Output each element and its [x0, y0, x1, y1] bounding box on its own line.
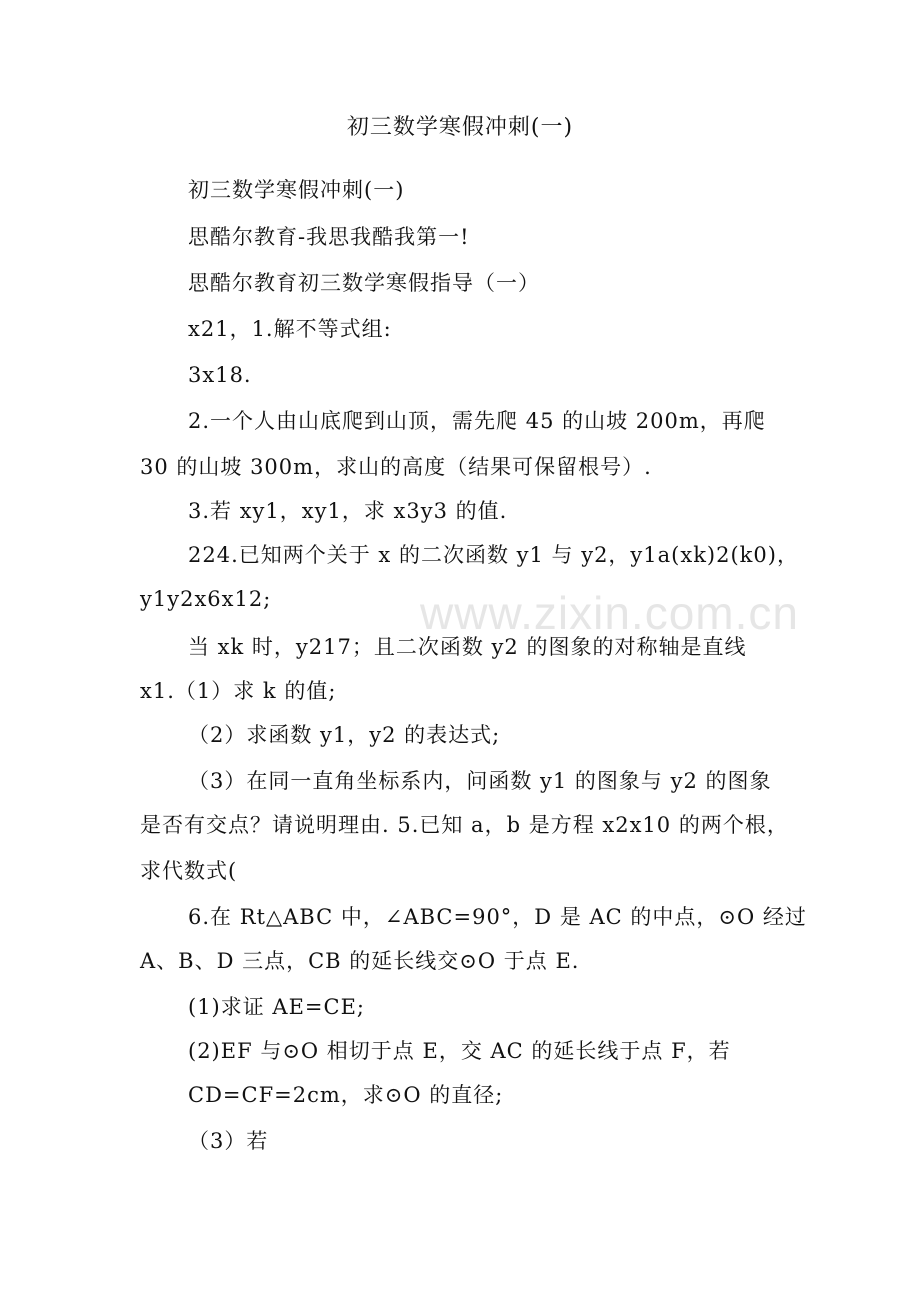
paragraph-line: （3）若 — [188, 1129, 269, 1153]
page-title: 初三数学寒假冲刺(一) — [346, 115, 574, 140]
paragraph-line: （2）求函数 y1，y2 的表达式; — [188, 723, 501, 747]
paragraph-line: 30 的山坡 300m，求山的高度（结果可保留根号）. — [140, 455, 652, 479]
paragraph-line: (2)EF 与⊙O 相切于点 E，交 AC 的延长线于点 F，若 — [188, 1039, 731, 1063]
watermark: www.zixin.com.cn — [420, 587, 799, 639]
paragraph-line: 当 xk 时，y217；且二次函数 y2 的图象的对称轴是直线 — [188, 635, 747, 659]
paragraph-line: x1.（1）求 k 的值; — [140, 679, 337, 703]
paragraph-line: 224.已知两个关于 x 的二次函数 y1 与 y2，y1a(xk)2(k0)， — [188, 543, 799, 567]
paragraph-line: y1y2x6x12; — [140, 587, 272, 611]
paragraph-line: 2.一个人由山底爬到山顶，需先爬 45 的山坡 200m，再爬 — [188, 409, 766, 433]
paragraph-line: （3）在同一直角坐标系内，问函数 y1 的图象与 y2 的图象 — [188, 769, 772, 793]
paragraph-line: 求代数式( — [140, 859, 238, 883]
paragraph-line: (1)求证 AE=CE; — [188, 995, 365, 1019]
paragraph-line: 初三数学寒假冲刺(一) — [188, 178, 405, 202]
paragraph-line: CD=CF=2cm，求⊙O 的直径; — [188, 1083, 504, 1107]
paragraph-line: 6.在 Rt△ABC 中，∠ABC=90°，D 是 AC 的中点，⊙O 经过 — [188, 905, 807, 929]
paragraph-line: 3x18. — [188, 363, 252, 387]
paragraph-line: x21，1.解不等式组: — [188, 317, 392, 341]
paragraph-line: 思酷尔教育初三数学寒假指导（一） — [188, 271, 540, 295]
paragraph-line: 3.若 xy1，xy1，求 x3y3 的值. — [188, 499, 508, 523]
paragraph-line: 思酷尔教育-我思我酷我第一! — [188, 225, 470, 249]
paragraph-line: A、B、D 三点，CB 的延长线交⊙O 于点 E. — [140, 949, 580, 973]
paragraph-line: 是否有交点？请说明理由. 5.已知 a，b 是方程 x2x10 的两个根， — [140, 813, 789, 837]
